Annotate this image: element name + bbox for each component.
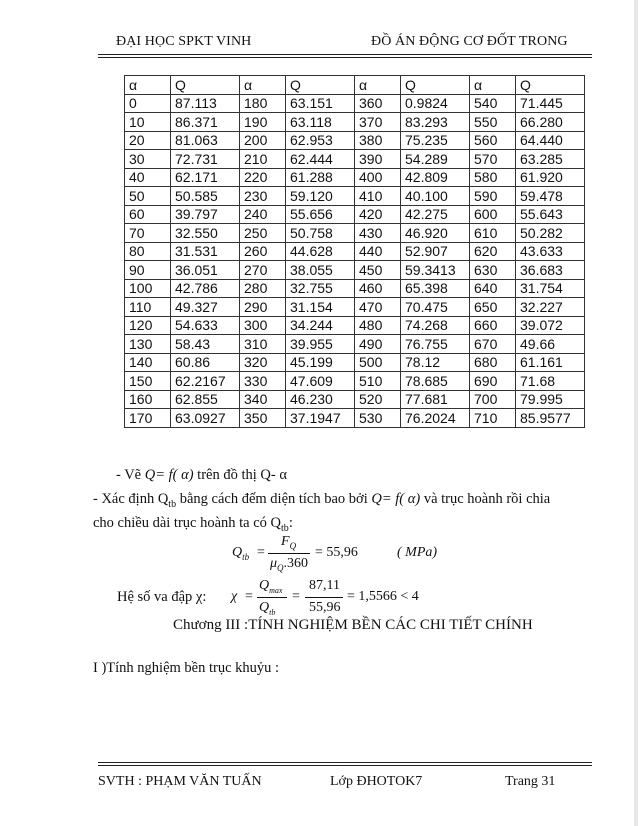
table-row xyxy=(125,372,585,391)
header-rule-thin xyxy=(98,57,592,58)
header-q: Q xyxy=(286,76,355,95)
alpha-cell: 650 xyxy=(470,298,516,317)
q-cell: 71.445 xyxy=(516,94,585,113)
q-cell: 39.072 xyxy=(516,316,585,335)
table-row xyxy=(125,335,585,354)
q-cell: 43.633 xyxy=(516,242,585,261)
alpha-cell: 320 xyxy=(240,353,286,372)
q-cell: 62.444 xyxy=(286,150,355,169)
alpha-cell: 470 xyxy=(355,298,401,317)
alpha-cell: 450 xyxy=(355,261,401,280)
alpha-cell: 610 xyxy=(470,224,516,243)
q-cell: 40.100 xyxy=(401,187,470,206)
q-cell: 63.285 xyxy=(516,150,585,169)
q-cell: 74.268 xyxy=(401,316,470,335)
alpha-cell: 430 xyxy=(355,224,401,243)
alpha-cell: 360 xyxy=(355,94,401,113)
q-cell: 63.0927 xyxy=(171,409,240,428)
table-row xyxy=(125,168,585,187)
footer-student: SVTH : PHẠM VĂN TUẤN xyxy=(98,774,262,789)
alpha-cell: 50 xyxy=(125,187,171,206)
alpha-cell: 340 xyxy=(240,390,286,409)
alpha-cell: 630 xyxy=(470,261,516,280)
alpha-cell: 390 xyxy=(355,150,401,169)
alpha-cell: 40 xyxy=(125,168,171,187)
q-cell: 45.199 xyxy=(286,353,355,372)
alpha-cell: 290 xyxy=(240,298,286,317)
q-cell: 39.955 xyxy=(286,335,355,354)
alpha-q-table xyxy=(124,75,585,428)
alpha-cell: 180 xyxy=(240,94,286,113)
q-cell: 42.275 xyxy=(401,205,470,224)
alpha-cell: 300 xyxy=(240,316,286,335)
table-row xyxy=(125,150,585,169)
alpha-cell: 70 xyxy=(125,224,171,243)
q-cell: 32.755 xyxy=(286,279,355,298)
footer-page-number: Trang 31 xyxy=(505,774,556,789)
table-header-row xyxy=(125,76,585,95)
instruction-divide: cho chiều dài trục hoành ta có $Q_{tb}$: xyxy=(93,515,293,534)
q-cell: 77.681 xyxy=(401,390,470,409)
q-cell: 65.398 xyxy=(401,279,470,298)
q-cell: 71.68 xyxy=(516,372,585,391)
q-cell: 46.230 xyxy=(286,390,355,409)
alpha-cell: 640 xyxy=(470,279,516,298)
table-row xyxy=(125,261,585,280)
header-q: Q xyxy=(401,76,470,95)
q-cell: 62.171 xyxy=(171,168,240,187)
instruction-draw: - Vẽ Q= f( α) trên đồ thị Q- α xyxy=(116,467,287,483)
alpha-cell: 490 xyxy=(355,335,401,354)
q-cell: 47.609 xyxy=(286,372,355,391)
q-cell: 50.585 xyxy=(171,187,240,206)
q-cell: 83.293 xyxy=(401,113,470,132)
q-cell: 37.1947 xyxy=(286,409,355,428)
header-title: ĐỒ ÁN ĐỘNG CƠ ĐỐT TRONG xyxy=(371,34,568,49)
q-cell: 79.995 xyxy=(516,390,585,409)
table-row xyxy=(125,316,585,335)
q-cell: 31.154 xyxy=(286,298,355,317)
page-edge xyxy=(634,0,638,826)
q-cell: 31.754 xyxy=(516,279,585,298)
alpha-cell: 600 xyxy=(470,205,516,224)
q-cell: 61.161 xyxy=(516,353,585,372)
alpha-cell: 270 xyxy=(240,261,286,280)
q-cell: 64.440 xyxy=(516,131,585,150)
alpha-cell: 210 xyxy=(240,150,286,169)
alpha-cell: 100 xyxy=(125,279,171,298)
header-rule xyxy=(98,54,592,55)
alpha-cell: 90 xyxy=(125,261,171,280)
header-alpha: α xyxy=(240,76,286,95)
alpha-cell: 330 xyxy=(240,372,286,391)
q-cell: 32.227 xyxy=(516,298,585,317)
alpha-cell: 570 xyxy=(470,150,516,169)
alpha-cell: 280 xyxy=(240,279,286,298)
q-cell: 81.063 xyxy=(171,131,240,150)
alpha-cell: 380 xyxy=(355,131,401,150)
alpha-cell: 200 xyxy=(240,131,286,150)
alpha-cell: 540 xyxy=(470,94,516,113)
q-cell: 85.9577 xyxy=(516,409,585,428)
footer-class: Lớp ĐHOTOK7 xyxy=(330,774,423,789)
alpha-cell: 230 xyxy=(240,187,286,206)
q-cell: 59.120 xyxy=(286,187,355,206)
q-cell: 70.475 xyxy=(401,298,470,317)
alpha-cell: 530 xyxy=(355,409,401,428)
alpha-cell: 510 xyxy=(355,372,401,391)
q-cell: 78.685 xyxy=(401,372,470,391)
q-cell: 42.809 xyxy=(401,168,470,187)
table-row xyxy=(125,224,585,243)
q-cell: 62.855 xyxy=(171,390,240,409)
alpha-cell: 150 xyxy=(125,372,171,391)
header-school: ĐẠI HỌC SPKT VINH xyxy=(116,34,252,49)
q-cell: 55.643 xyxy=(516,205,585,224)
table-row xyxy=(125,113,585,132)
impact-coefficient-label: Hệ số va đập χ: xyxy=(117,589,207,605)
header-q: Q xyxy=(171,76,240,95)
alpha-cell: 420 xyxy=(355,205,401,224)
table-row xyxy=(125,298,585,317)
alpha-cell: 260 xyxy=(240,242,286,261)
q-cell: 59.3413 xyxy=(401,261,470,280)
alpha-cell: 10 xyxy=(125,113,171,132)
alpha-cell: 250 xyxy=(240,224,286,243)
alpha-cell: 440 xyxy=(355,242,401,261)
header-alpha: α xyxy=(125,76,171,95)
q-cell: 58.43 xyxy=(171,335,240,354)
footer-rule xyxy=(98,765,592,766)
q-cell: 50.758 xyxy=(286,224,355,243)
chapter-title: Chương III :TÍNH NGHIỆM BỀN CÁC CHI TIẾT CHÍNH xyxy=(173,617,533,633)
alpha-cell: 110 xyxy=(125,298,171,317)
table-row xyxy=(125,390,585,409)
q-cell: 44.628 xyxy=(286,242,355,261)
q-cell: 78.12 xyxy=(401,353,470,372)
q-cell: 62.953 xyxy=(286,131,355,150)
alpha-cell: 670 xyxy=(470,335,516,354)
q-cell: 76.2024 xyxy=(401,409,470,428)
q-cell: 76.755 xyxy=(401,335,470,354)
q-cell: 75.235 xyxy=(401,131,470,150)
header-alpha: α xyxy=(355,76,401,95)
q-cell: 0.9824 xyxy=(401,94,470,113)
q-cell: 42.786 xyxy=(171,279,240,298)
table-row xyxy=(125,242,585,261)
q-cell: 39.797 xyxy=(171,205,240,224)
q-cell: 38.055 xyxy=(286,261,355,280)
header-alpha: α xyxy=(470,76,516,95)
alpha-cell: 120 xyxy=(125,316,171,335)
alpha-cell: 710 xyxy=(470,409,516,428)
q-cell: 63.151 xyxy=(286,94,355,113)
q-cell: 36.683 xyxy=(516,261,585,280)
table-row xyxy=(125,409,585,428)
alpha-cell: 170 xyxy=(125,409,171,428)
q-cell: 62.2167 xyxy=(171,372,240,391)
q-cell: 60.86 xyxy=(171,353,240,372)
header-q: Q xyxy=(516,76,585,95)
alpha-cell: 220 xyxy=(240,168,286,187)
alpha-cell: 60 xyxy=(125,205,171,224)
table-row xyxy=(125,205,585,224)
q-cell: 72.731 xyxy=(171,150,240,169)
alpha-cell: 690 xyxy=(470,372,516,391)
alpha-cell: 410 xyxy=(355,187,401,206)
alpha-cell: 140 xyxy=(125,353,171,372)
alpha-cell: 580 xyxy=(470,168,516,187)
q-cell: 54.289 xyxy=(401,150,470,169)
q-cell: 61.920 xyxy=(516,168,585,187)
q-cell: 63.118 xyxy=(286,113,355,132)
alpha-cell: 130 xyxy=(125,335,171,354)
alpha-cell: 80 xyxy=(125,242,171,261)
table-row xyxy=(125,353,585,372)
q-cell: 46.920 xyxy=(401,224,470,243)
alpha-cell: 480 xyxy=(355,316,401,335)
section-heading: I )Tính nghiệm bền trục khuỷu : xyxy=(93,660,280,676)
alpha-cell: 460 xyxy=(355,279,401,298)
alpha-cell: 0 xyxy=(125,94,171,113)
table-row xyxy=(125,279,585,298)
alpha-cell: 550 xyxy=(470,113,516,132)
alpha-cell: 160 xyxy=(125,390,171,409)
alpha-cell: 350 xyxy=(240,409,286,428)
table-row xyxy=(125,94,585,113)
alpha-cell: 30 xyxy=(125,150,171,169)
alpha-cell: 590 xyxy=(470,187,516,206)
table-body xyxy=(125,94,585,427)
q-cell: 52.907 xyxy=(401,242,470,261)
table-row xyxy=(125,187,585,206)
q-cell: 87.113 xyxy=(171,94,240,113)
q-cell: 55.656 xyxy=(286,205,355,224)
q-cell: 86.371 xyxy=(171,113,240,132)
table-row xyxy=(125,131,585,150)
alpha-cell: 400 xyxy=(355,168,401,187)
q-cell: 49.66 xyxy=(516,335,585,354)
alpha-cell: 310 xyxy=(240,335,286,354)
alpha-cell: 520 xyxy=(355,390,401,409)
q-cell: 50.282 xyxy=(516,224,585,243)
q-cell: 34.244 xyxy=(286,316,355,335)
alpha-cell: 560 xyxy=(470,131,516,150)
q-cell: 49.327 xyxy=(171,298,240,317)
footer-rule-thin xyxy=(98,762,592,763)
q-cell: 59.478 xyxy=(516,187,585,206)
q-cell: 32.550 xyxy=(171,224,240,243)
alpha-cell: 20 xyxy=(125,131,171,150)
alpha-cell: 240 xyxy=(240,205,286,224)
alpha-cell: 370 xyxy=(355,113,401,132)
q-cell: 31.531 xyxy=(171,242,240,261)
q-cell: 61.288 xyxy=(286,168,355,187)
instruction-determine: - Xác định $Q_{tb}$ bằng cách đếm diện tích bao bởi Q= f( α) và trục hoành rồi chia xyxy=(93,491,551,510)
alpha-cell: 660 xyxy=(470,316,516,335)
alpha-cell: 680 xyxy=(470,353,516,372)
q-cell: 54.633 xyxy=(171,316,240,335)
alpha-cell: 500 xyxy=(355,353,401,372)
alpha-cell: 190 xyxy=(240,113,286,132)
alpha-cell: 700 xyxy=(470,390,516,409)
alpha-cell: 620 xyxy=(470,242,516,261)
q-cell: 66.280 xyxy=(516,113,585,132)
q-cell: 36.051 xyxy=(171,261,240,280)
